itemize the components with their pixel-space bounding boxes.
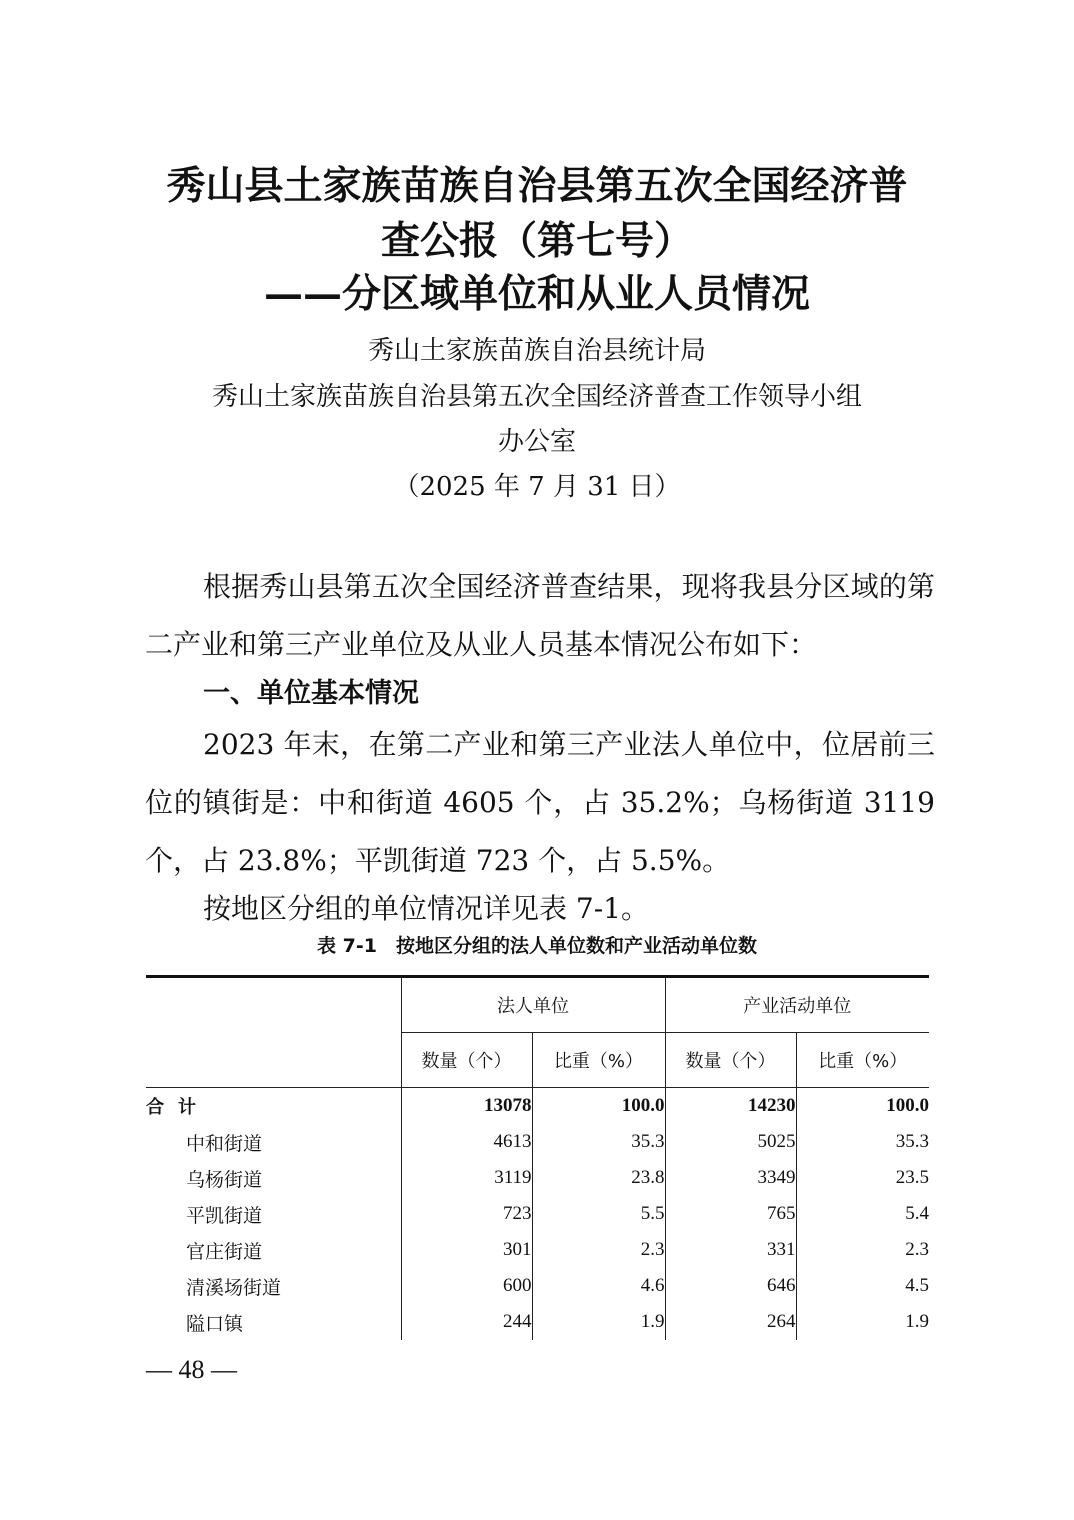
table-row: [146, 1160, 929, 1196]
legal-share: 5.5: [532, 1196, 665, 1232]
units-table: [146, 975, 929, 1340]
table-row: [146, 1232, 929, 1268]
legal-count: 600: [401, 1268, 532, 1304]
industrial-share: 2.3: [796, 1232, 929, 1268]
legal-count: 301: [401, 1232, 532, 1268]
industrial-share: 23.5: [796, 1160, 929, 1196]
legal-share: 35.3: [532, 1124, 665, 1160]
industrial-count: 765: [665, 1196, 796, 1232]
table-row-total: [146, 1088, 929, 1125]
table-row: [146, 1124, 929, 1160]
issuer-statistics-bureau: 秀山土家族苗族自治县统计局: [367, 336, 706, 366]
legal-count: 723: [401, 1196, 532, 1232]
legal-share: 100.0: [532, 1088, 665, 1125]
document-title-line-2: 查公报（第七号）: [380, 218, 693, 264]
section-paragraph: 2023 年末，在第二产业和第三产业法人单位中，位居前三位的镇街是：中和街道 4605 个，占 35.2%；乌杨街道 3119 个，占 23.8%；平凯街道 723 个，占 5.5%。: [145, 728, 935, 877]
industrial-share: 1.9: [796, 1304, 929, 1340]
row-label: 官庄街道: [186, 1240, 263, 1263]
legal-share: 4.6: [532, 1268, 665, 1304]
industrial-count: 331: [665, 1232, 796, 1268]
document-title-line-1: 秀山县土家族苗族自治县第五次全国经济普: [166, 163, 908, 209]
header-region-blank: [146, 977, 401, 1088]
legal-count: 244: [401, 1304, 532, 1340]
industrial-count: 5025: [665, 1124, 796, 1160]
header-legal-count: 数量（个）: [401, 1033, 532, 1088]
row-label: 清溪场街道: [186, 1276, 282, 1299]
industrial-count: 3349: [665, 1160, 796, 1196]
row-label: 平凯街道: [186, 1204, 263, 1227]
header-legal-entities: 法人单位: [401, 977, 665, 1033]
table-row: [146, 1196, 929, 1232]
row-label: 中和街道: [186, 1132, 263, 1155]
legal-count: 13078: [401, 1088, 532, 1125]
industrial-share: 100.0: [796, 1088, 929, 1125]
industrial-count: 14230: [665, 1088, 796, 1125]
page-number: — 48 —: [146, 1355, 237, 1384]
industrial-count: 264: [665, 1304, 796, 1340]
issuer-office: 办公室: [497, 427, 576, 457]
document-subtitle: ——分区域单位和从业人员情况: [263, 271, 810, 317]
header-legal-share: 比重（%）: [532, 1033, 665, 1088]
row-label: 合计: [146, 1088, 401, 1125]
header-industrial-units: 产业活动单位: [665, 977, 929, 1033]
industrial-share: 5.4: [796, 1196, 929, 1232]
legal-count: 4613: [401, 1124, 532, 1160]
legal-share: 1.9: [532, 1304, 665, 1340]
header-industrial-count: 数量（个）: [665, 1033, 796, 1088]
publication-date: （2025 年 7 月 31 日）: [393, 472, 681, 502]
header-industrial-share: 比重（%）: [796, 1033, 929, 1088]
table-reference: 按地区分组的单位情况详见表 7-1。: [203, 892, 649, 925]
industrial-share: 4.5: [796, 1268, 929, 1304]
issuer-census-leading-group: 秀山土家族苗族自治县第五次全国经济普查工作领导小组: [211, 382, 862, 412]
table-caption: 表 7-1 按地区分组的法人单位数和产业活动单位数: [317, 935, 757, 957]
industrial-share: 35.3: [796, 1124, 929, 1160]
legal-count: 3119: [401, 1160, 532, 1196]
row-label: 隘口镇: [186, 1312, 244, 1335]
legal-share: 23.8: [532, 1160, 665, 1196]
industrial-count: 646: [665, 1268, 796, 1304]
intro-paragraph: 根据秀山县第五次全国经济普查结果，现将我县分区域的第二产业和第三产业单位及从业人员基本情况公布如下：: [145, 570, 935, 661]
section-heading: 一、单位基本情况: [203, 678, 419, 709]
row-label: 乌杨街道: [186, 1168, 263, 1191]
table-row: [146, 1304, 929, 1340]
table-row: [146, 1268, 929, 1304]
legal-share: 2.3: [532, 1232, 665, 1268]
